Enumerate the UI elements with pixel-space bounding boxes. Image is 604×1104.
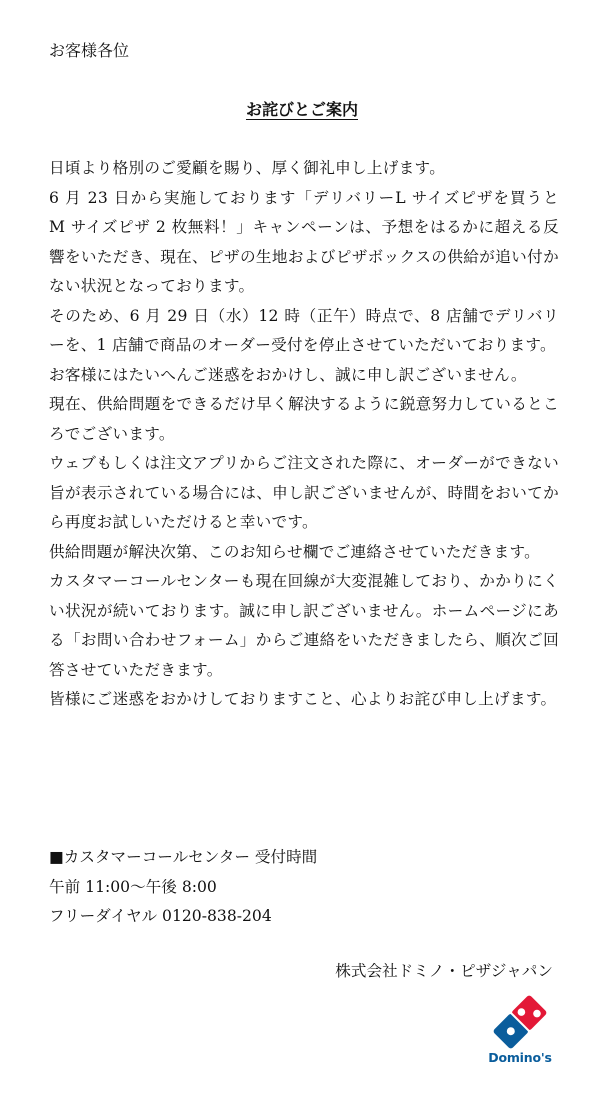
company-signature: 株式会社ドミノ・ピザジャパン (335, 962, 553, 980)
paragraph-suspension: そのため、6 月 29 日（水）12 時（正午）時点で、8 店舗でデリバリーを、1 店舗で商品のオーダー受付を停止させていただいております。 (49, 306, 559, 354)
paragraph-campaign: 6 月 23 日から実施しております「デリバリーL サイズピザを買うと M サイズピザ 2 枚無料！」キャンペーンは、予想をはるかに超える反響をいただき、現在、ピザの生地およびピザボックスの供給が追い付かない状況となっております。 (49, 188, 559, 295)
paragraph-effort: 現在、供給問題をできるだけ早く解決するように鋭意努力しているところでございます。 (49, 395, 559, 443)
dominos-logo (484, 994, 556, 1078)
paragraph-greeting: 日頃より格別のご愛顧を賜り、厚く御礼申し上げます。 (49, 159, 446, 177)
title-text: お詫びとご案内 (245, 100, 358, 119)
document-title (0, 97, 604, 123)
paragraph-apology: お客様にはたいへんご迷惑をおかけし、誠に申し訳ございません。 (49, 365, 527, 384)
contact-info (49, 843, 569, 932)
contact-heading: ■カスタマーコールセンター 受付時間 (49, 848, 318, 866)
paragraph-closing: 皆様にご迷惑をおかけしておりますこと、心よりお詫び申し上げます。 (49, 690, 557, 708)
contact-phone: フリーダイヤル 0120-838-204 (49, 907, 272, 925)
salutation: お客様各位 (49, 41, 130, 60)
paragraph-ordering: ウェブもしくは注文アプリからご注文された際に、オーダーができない旨が表示されている場合には、申し訳ございませんが、時間をおいてから再度お試しいただけると幸いです。 (49, 454, 559, 531)
domino-tile-icon (484, 994, 556, 1050)
paragraph-callcenter: カスタマーコールセンターも現在回線が大変混雑しており、かかりにくい状況が続いております。誠に申し訳ございません。ホームページにある「お問い合わせフォーム」からご連絡をいただきましたら、順次ご回答させていただきます。 (49, 572, 559, 679)
body-text (49, 154, 559, 715)
paragraph-updates: 供給問題が解決次第、このお知らせ欄でご連絡させていただきます。 (49, 542, 540, 561)
logo-text: Domino's (488, 1050, 552, 1065)
contact-hours: 午前 11:00〜午後 8:00 (49, 877, 217, 896)
